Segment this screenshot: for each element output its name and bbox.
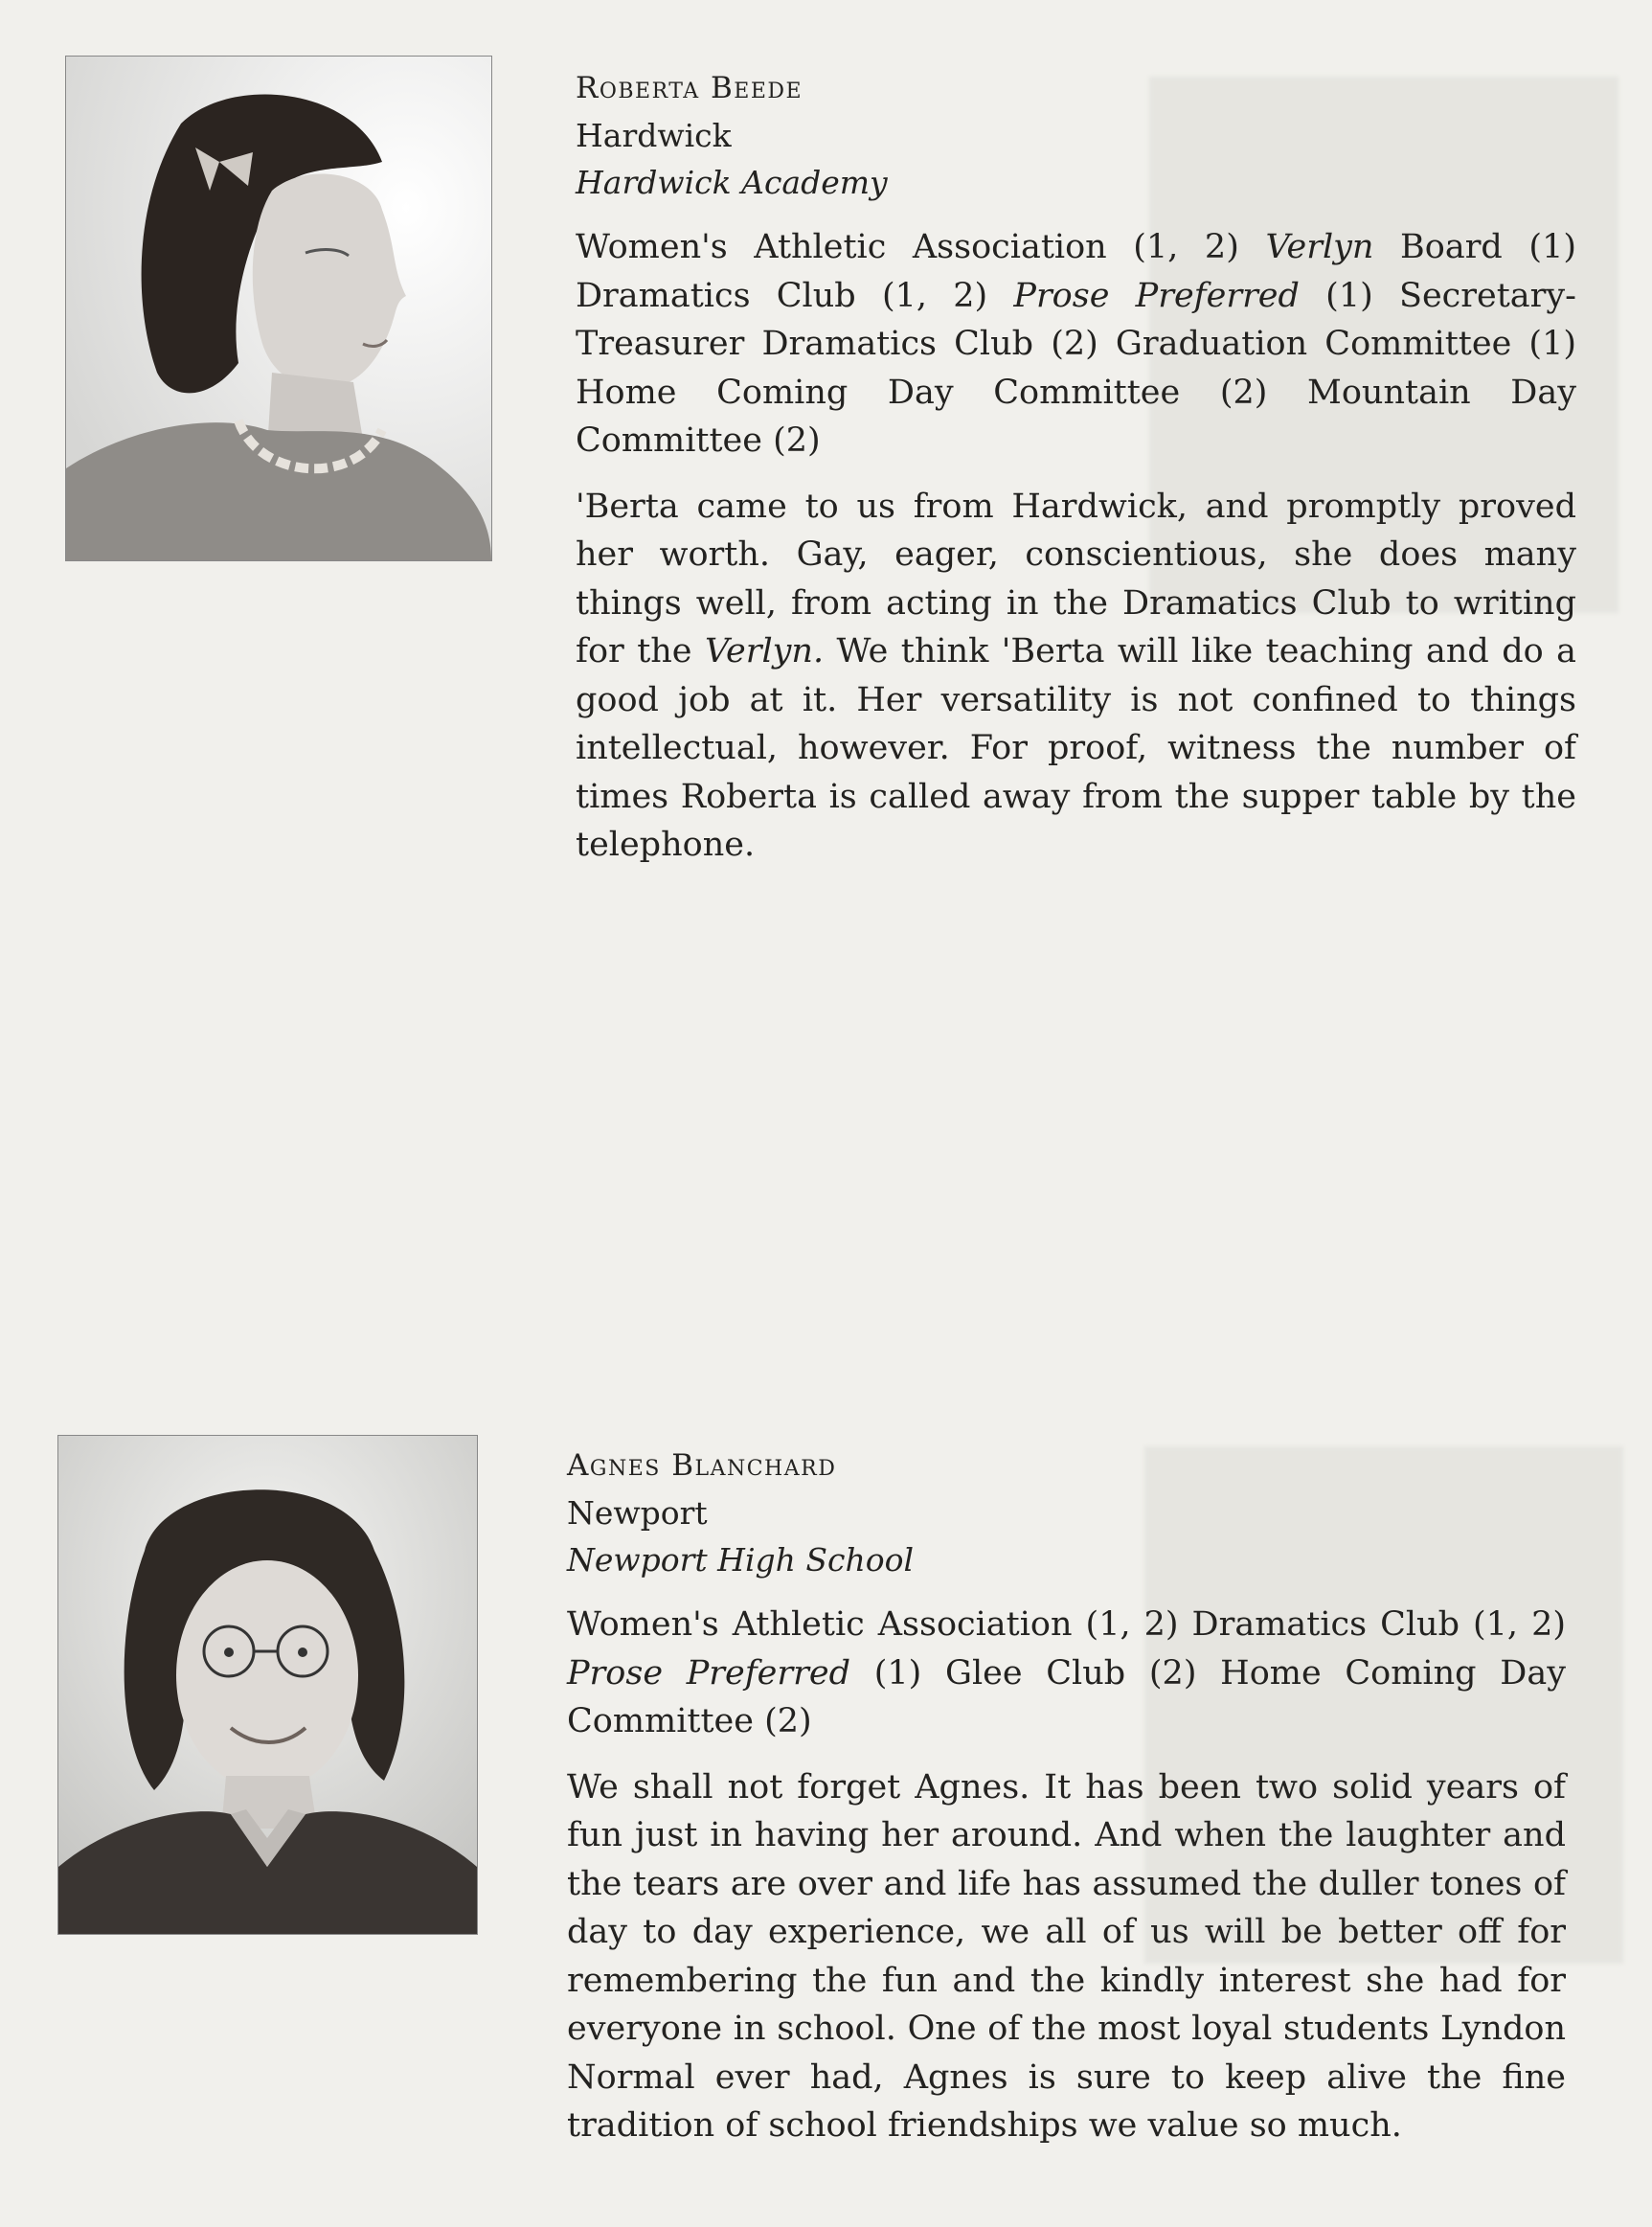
activities-list	[576, 223, 1576, 466]
text-run: Prose Preferred	[567, 1653, 850, 1693]
portrait-illustration	[58, 1436, 477, 1934]
text-run: Women's Athletic Association (1, 2) Dramatics Club (1, 2)	[567, 1605, 1566, 1644]
text-run: Verlyn.	[704, 632, 825, 670]
bio-paragraph	[576, 483, 1576, 870]
portrait-illustration	[66, 57, 491, 560]
student-hometown: Newport	[567, 1494, 708, 1532]
student-name: Agnes Blanchard	[567, 1448, 837, 1483]
entry-text-block	[576, 65, 1576, 870]
text-run: We think 'Berta will like teaching and do a good job at it. Her versatility is not confined to things intellectual, however. For proof, witness the number of times Roberta is called away from the supper table by the telephone.	[576, 632, 1577, 864]
student-school: Hardwick Academy	[576, 164, 888, 201]
text-run: 'Berta came to us from Hardwick, and promptly proved her worth. Gay, eager, conscientious, she does many things well, from acting in the Dramatics Club to writing for the	[576, 487, 1576, 670]
text-run: Verlyn	[1265, 228, 1374, 266]
text-run: Prose Preferred	[1013, 276, 1300, 315]
activities-list	[567, 1601, 1566, 1746]
student-name: Roberta Beede	[576, 71, 803, 105]
entry-text-block	[567, 1443, 1566, 2150]
text-run: (1) Glee Club (2) Home Coming Day Committee (2)	[567, 1653, 1566, 1740]
text-run: Board (1) Dramatics Club (1, 2)	[576, 228, 1576, 315]
student-hometown: Hardwick	[576, 117, 732, 154]
student-school: Newport High School	[567, 1541, 915, 1579]
portrait-photo	[57, 1435, 478, 1935]
portrait-photo	[65, 56, 492, 561]
text-run: We shall not forget Agnes. It has been two solid years of fun just in having her around. And when the laughter and the tears are over and life has assumed the duller tones of day to day experience, we all of us will be better off for remembering the fun and the kindly interest she had for everyone in school. One of the most loyal students Lyndon Normal ever had, Agnes is sure to keep alive the fine tradition of school friendships we value so much.	[567, 1767, 1566, 2145]
text-run: (1) Secretary-Treasurer Dramatics Club (2) Graduation Committee (1) Home Coming Day Committee (2) Mountain Day Committee (2)	[576, 276, 1576, 460]
bio-paragraph	[567, 1763, 1566, 2150]
text-run: Women's Athletic Association (1, 2)	[576, 228, 1266, 266]
